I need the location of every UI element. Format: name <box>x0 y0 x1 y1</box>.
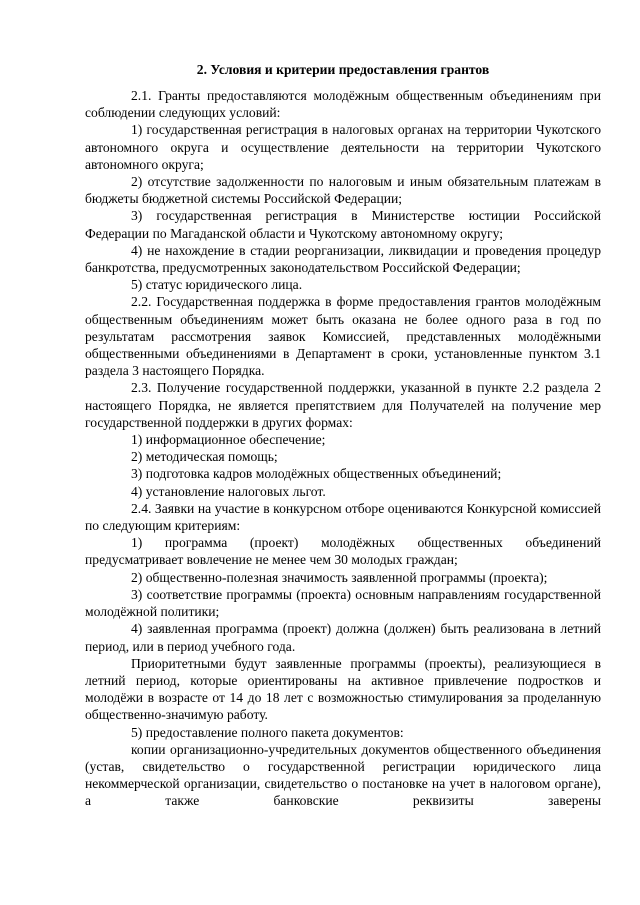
criterion-2: 2) общественно-полезная значимость заявленной программы (проекта); <box>131 569 548 585</box>
criterion-1: 1) программа (проект) молодёжных общественных объединений предусматривает вовлечение не менее чем 30 молодых граждан; <box>85 535 601 568</box>
paragraph-2-4: 2.4. Заявки на участие в конкурсном отборе оцениваются Конкурсной комиссией по следующим критериям: <box>85 500 601 534</box>
condition-3: 3) государственная регистрация в Министерстве юстиции Российской Федерации по Магаданской области и Чукотскому автономному округу; <box>85 208 601 241</box>
condition-4: 4) не нахождение в стадии реорганизации, ликвидации и проведения процедур банкротства, предусмотренных законодательством Российской Федерации; <box>85 242 601 276</box>
priority-paragraph: Приоритетными будут заявленные программы (проекты), реализующиеся в летний период, которые ориентированы на активное привлечение подростков и молодёжи в возрасте от 14 до 18 лет с возможностью стимулирования за проделанную общественно-значимую работу. <box>85 655 601 723</box>
support-form-1: 1) информационное обеспечение; <box>131 432 326 448</box>
paragraph-2-3: 2.3. Получение государственной поддержки, указанной в пункте 2.2 раздела 2 настоящего Порядка, не является препятствием для Получателей на получение мер государственной поддержки в других формах: <box>85 380 601 430</box>
condition-1: 1) государственная регистрация в налоговых органах на территории Чукотского автономного округа и осуществление деятельности на территории Чукотского автономного округа; <box>85 122 601 172</box>
section-heading: 2. Условия и критерии предоставления грантов <box>196 62 490 77</box>
criterion-3: 3) соответствие программы (проекта) основным направлениям государственной молодёжной политики; <box>85 586 601 620</box>
criterion-5: 5) предоставление полного пакета документов: <box>131 724 404 740</box>
document-body <box>85 87 601 810</box>
support-form-4: 4) установление налоговых льгот. <box>131 483 326 499</box>
condition-2: 2) отсутствие задолженности по налоговым и иным обязательным платежам в бюджеты бюджетной системы Российской Федерации; <box>85 174 601 207</box>
support-form-3: 3) подготовка кадров молодёжных общественных объединений; <box>131 466 502 482</box>
criterion-4: 4) заявленная программа (проект) должна (должен) быть реализована в летний период, или в период учебного года. <box>85 621 601 654</box>
documents-paragraph: копии организационно-учредительных документов общественного объединения (устав, свидетельство о государственной регистрации юридического лица некоммерческой организации, свидетельство о постановке на учет в налоговом органе), а также банковские реквизиты заверены <box>85 741 601 809</box>
condition-5: 5) статус юридического лица. <box>131 277 303 293</box>
paragraph-2-1: 2.1. Гранты предоставляются молодёжным общественным объединениям при соблюдении следующих условий: <box>85 88 601 121</box>
support-form-2: 2) методическая помощь; <box>131 449 278 465</box>
paragraph-2-2: 2.2. Государственная поддержка в форме предоставления грантов молодёжным общественным объединениям может быть оказана не более одного раза в год по результатам рассмотрения заявок Комиссией, представленных молодёжными общественными объединениями в Департамент в сроки, установленные пунктом 3.1 раздела 3 настоящего Порядка. <box>85 294 601 379</box>
